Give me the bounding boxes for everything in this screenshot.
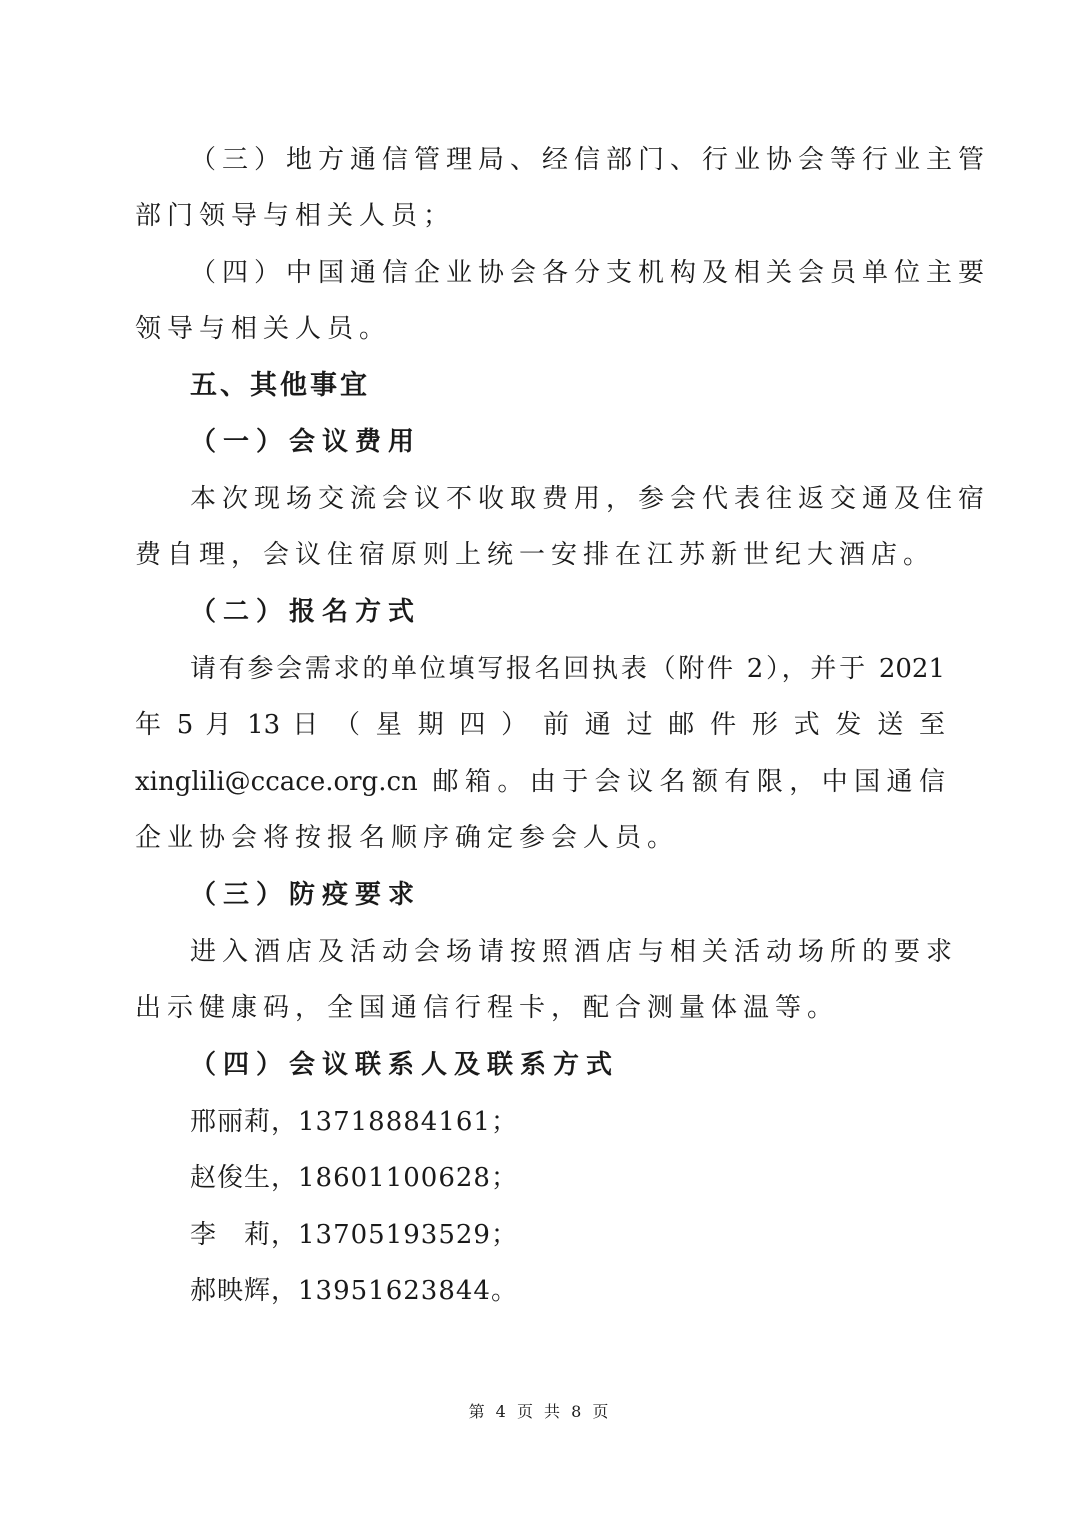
subsection-title: （三）防疫要求 [190, 880, 422, 910]
contact-line: 邢丽莉，13718884161； [190, 1107, 518, 1137]
paragraph-line: 年 5 月 13 日 （ 星 期 四 ） 前 通 过 邮 件 形 式 发 送 至 [135, 710, 945, 740]
contact-line: 李 莉，13705193529； [190, 1220, 518, 1250]
contact-line: 赵俊生，18601100628； [190, 1163, 518, 1193]
paragraph-line: 领导与相关人员。 [135, 314, 392, 344]
paragraph-line: xinglili@ccace.org.cn 邮箱。由于会议名额有限，中国通信 [135, 767, 945, 797]
page-number-footer: 第 4 页 共 8 页 [468, 1402, 612, 1421]
paragraph-line: 出示健康码，全国通信行程卡，配合测量体温等。 [135, 993, 840, 1023]
paragraph-line: 本次现场交流会议不收取费用，参会代表往返交通及住宿 [190, 484, 991, 514]
paragraph-line: 部门领导与相关人员； [135, 201, 456, 231]
subsection-title: （一）会议费用 [190, 427, 422, 457]
paragraph-line: 进入酒店及活动会场请按照酒店与相关活动场所的要求 [190, 937, 959, 967]
contact-line: 郝映辉，13951623844。 [190, 1276, 518, 1306]
subsection-title: （四）会议联系人及联系方式 [190, 1050, 620, 1080]
paragraph-line: 费自理，会议住宿原则上统一安排在江苏新世纪大酒店。 [135, 540, 936, 570]
paragraph-line: 企业协会将按报名顺序确定参会人员。 [135, 823, 680, 853]
paragraph-line: 请有参会需求的单位填写报名回执表（附件 2），并于 2021 [190, 654, 945, 684]
paragraph-line: （四）中国通信企业协会各分支机构及相关会员单位主要 [190, 258, 991, 288]
section-heading: 五、其他事宜 [190, 370, 370, 401]
subsection-title: （二）报名方式 [190, 597, 422, 627]
paragraph-line: （三）地方通信管理局、经信部门、行业协会等行业主管 [190, 145, 991, 175]
